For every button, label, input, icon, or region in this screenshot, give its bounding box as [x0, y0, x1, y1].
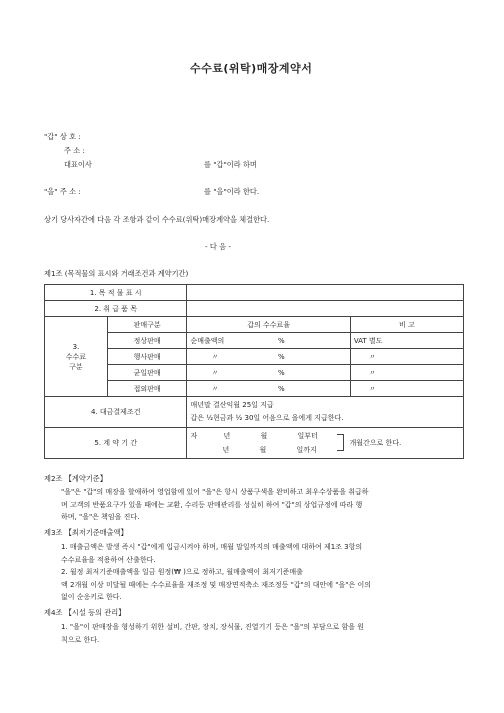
party-a-rep-suffix: 를 "갑"이라 하며 [204, 160, 257, 169]
intro-sentence: 상기 당사자간에 다음 각 조항과 같이 수수료(위탁)매장계약을 체결한다. [44, 215, 270, 224]
payment-terms: 매년말 결산익월 25일 지급 갑은 ½현금과 ½ 30일 어음으로 을에게 지급한다. [187, 397, 464, 428]
fee-note: 〃 [350, 365, 463, 381]
fee-text: 〃 [187, 349, 275, 365]
fee-percent: % [275, 381, 350, 397]
center-heading: - 다 음 - [205, 242, 231, 251]
sales-type: 정상판매 [107, 333, 187, 349]
object-value [187, 285, 464, 301]
contract-terms-table [44, 284, 464, 459]
article3-heading: 제3조 【최저기준매출액】 [44, 528, 128, 537]
article4-body: 1. "을"이 판매장을 형성하기 위한 설비, 간판, 장치, 장식물, 진열기기 등은 "을"의 부담으로 함을 원 칙으로 한다. [61, 623, 365, 644]
fee-group-label: 3. 수수료 구분 [45, 317, 108, 397]
col-fee-rate: 갑의 수수료율 [187, 317, 350, 333]
fee-percent: % [275, 333, 350, 349]
period-label: 5. 계 약 기 간 [45, 428, 187, 459]
fee-text: 순매출액의 [187, 333, 275, 349]
fee-percent: % [275, 365, 350, 381]
article2-body: "을"은 "갑"의 매장을 할애하여 영업함에 있어 "을"은 항시 상품구색을 완비하고 최우수상품을 취급하 며 고객의 반품요구가 있을 때에는 교환, 수리등 판매관리를 성실히 하여 "갑"의 상업규정에 따라 행 하며, "을"은 책임을 진다. [61, 488, 369, 522]
fee-percent: % [275, 349, 350, 365]
sales-type: 행사판매 [107, 349, 187, 365]
article3-body: 1. 매출금액은 발생 즉시 "갑"에게 입금시켜야 하며, 매월 말일까지의 매출액에 대하여 제1조 3항의 수수료율을 적용하여 산출한다. 2. 월정 최저기준매출액을 일금 원정(₩ )으로 정하고, 월매출액이 최저기준매출 액 2개월 이상 미달될 때에는 수수료율을 재조정 및 매장면적축소 재조정등 "갑"의 대안에 "을"은 이의 없이 순응키로 한다. [61, 543, 371, 602]
items-label: 2. 취 급 품 목 [45, 301, 187, 317]
payment-label: 4. 대금결제조건 [45, 397, 187, 428]
col-note: 비 고 [350, 317, 463, 333]
period-suffix: 개월간으로 한다. [349, 439, 402, 447]
fee-note: 〃 [350, 381, 463, 397]
party-b-address-label: "을" 주 소 : [44, 187, 81, 196]
period-value [187, 428, 464, 459]
period-bracket [337, 434, 344, 451]
col-sales-type: 판매구분 [107, 317, 187, 333]
period-to: 년 월 일까지 [222, 446, 317, 454]
article1-heading: 제1조 (목적물의 표시와 거래조건과 계약기간) [44, 269, 189, 278]
party-a-name-label: "갑" 상 호 : [44, 132, 81, 141]
items-value [187, 301, 464, 317]
article4-heading: 제4조 【시설 등의 관리】 [44, 608, 126, 617]
party-b-suffix: 를 "을"이라 한다. [204, 187, 260, 196]
fee-text: 〃 [187, 381, 275, 397]
object-label: 1. 목 적 물 표 시 [45, 285, 187, 301]
fee-text: 〃 [187, 365, 275, 381]
sales-type: 균일판매 [107, 365, 187, 381]
fee-note: 〃 [350, 349, 463, 365]
period-from: 자 년 월 일부터 [190, 432, 318, 440]
party-a-rep-label: 대표이사 [64, 160, 92, 169]
fee-note: VAT 별도 [350, 333, 463, 349]
party-a-address-label: 주 소 : [64, 146, 85, 155]
sales-type: 접외판매 [107, 381, 187, 397]
document-title: 수수료(위탁)매장계약서 [190, 62, 313, 75]
article2-heading: 제2조 【계약기준】 [44, 474, 107, 483]
